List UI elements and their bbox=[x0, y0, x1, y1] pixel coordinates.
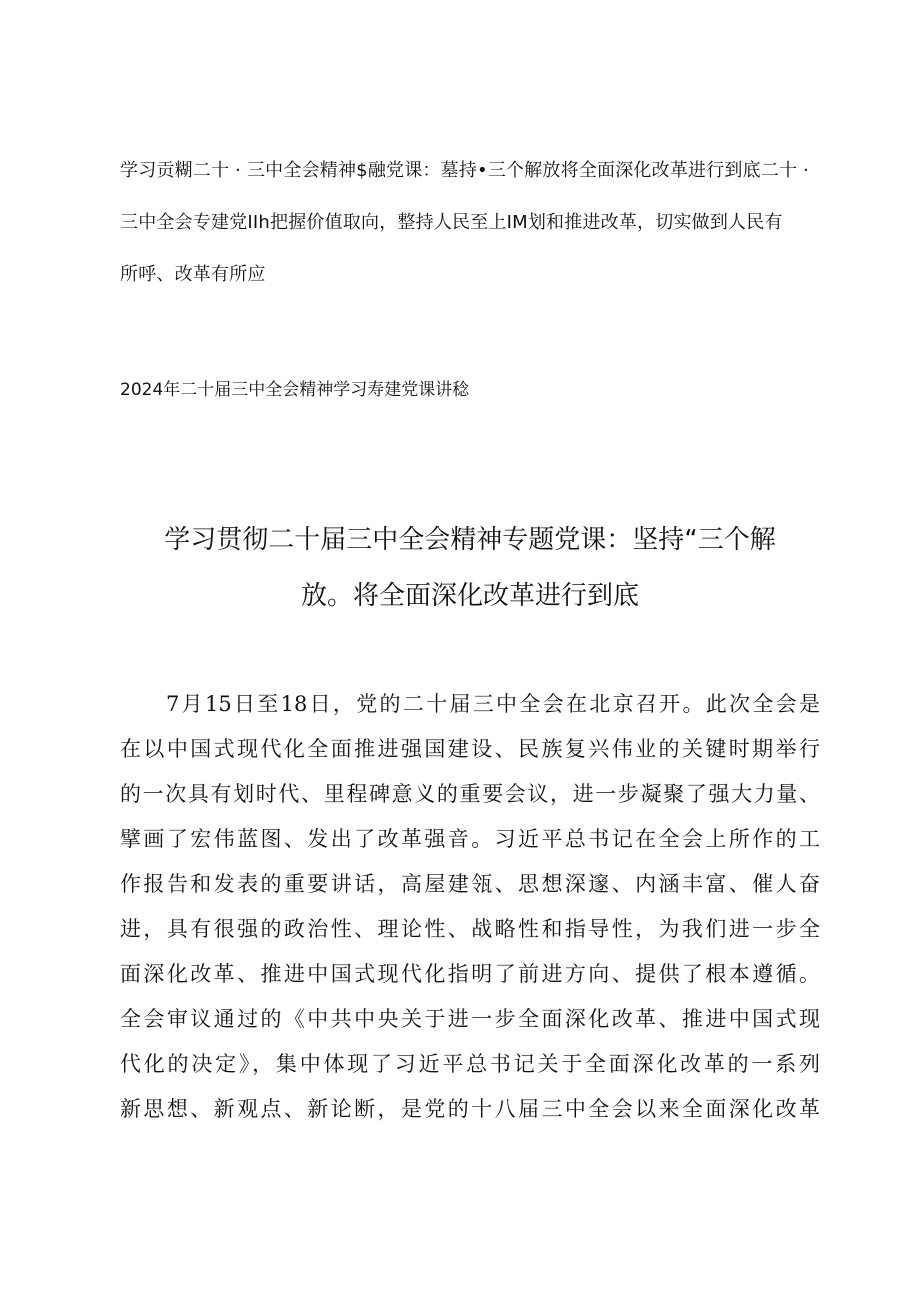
body-line: 在以中国式现代化全面推进强国建设、民族复兴伟业的关键时期举行 bbox=[120, 737, 820, 761]
body-line: 进，具有很强的政治性、理论性、战略性和指导性，为我们进一步全 bbox=[120, 917, 820, 941]
header-line: 学习贡糊二十 · 三中全会精神$融党课：墓持•三个解放将全面深化改革进行到底二十 · bbox=[120, 160, 810, 181]
title-line: 学习贯彻二十届三中全会精神专题党课：坚持“三个解 bbox=[164, 525, 776, 555]
body-line: 擘画了宏伟蓝图、发出了改革强音。习近平总书记在全会上所作的工 bbox=[120, 827, 820, 851]
body-line: 新思想、新观点、新论断，是党的十八届三中全会以来全面深化改革 bbox=[120, 1097, 820, 1121]
header-line: 三中全会专建党IIh把握价值取向，整持人民至上IM划和推进改革，切实做到人民有 bbox=[120, 212, 783, 233]
body-line: 7月15日至18日，党的二十届三中全会在北京召开。此次全会是 bbox=[166, 692, 820, 716]
document-subtitle: 2024年二十届三中全会精神学习寿建党课讲稔 bbox=[120, 380, 470, 400]
body-line: 的一次具有划时代、里程碑意义的重要会议，进一步凝聚了强大力量、 bbox=[120, 782, 820, 806]
body-line: 面深化改革、推进中国式现代化指明了前进方向、提供了根本遵循。 bbox=[120, 962, 820, 986]
body-line: 代化的决定》，集中体现了习近平总书记关于全面深化改革的一系列 bbox=[120, 1052, 820, 1076]
body-paragraph bbox=[120, 682, 820, 1132]
body-line: 全会审议通过的《中共中央关于进一步全面深化改革、推进中国式现 bbox=[120, 1007, 820, 1031]
header-block bbox=[120, 150, 820, 296]
header-line: 所呼、改革有所应 bbox=[120, 264, 266, 285]
document-title bbox=[110, 522, 830, 614]
body-line: 作报告和发表的重要讲话，高屋建瓴、思想深邃、内涵丰富、催人奋 bbox=[120, 872, 820, 896]
title-line: 放。将全面深化改革进行到底 bbox=[300, 581, 639, 611]
